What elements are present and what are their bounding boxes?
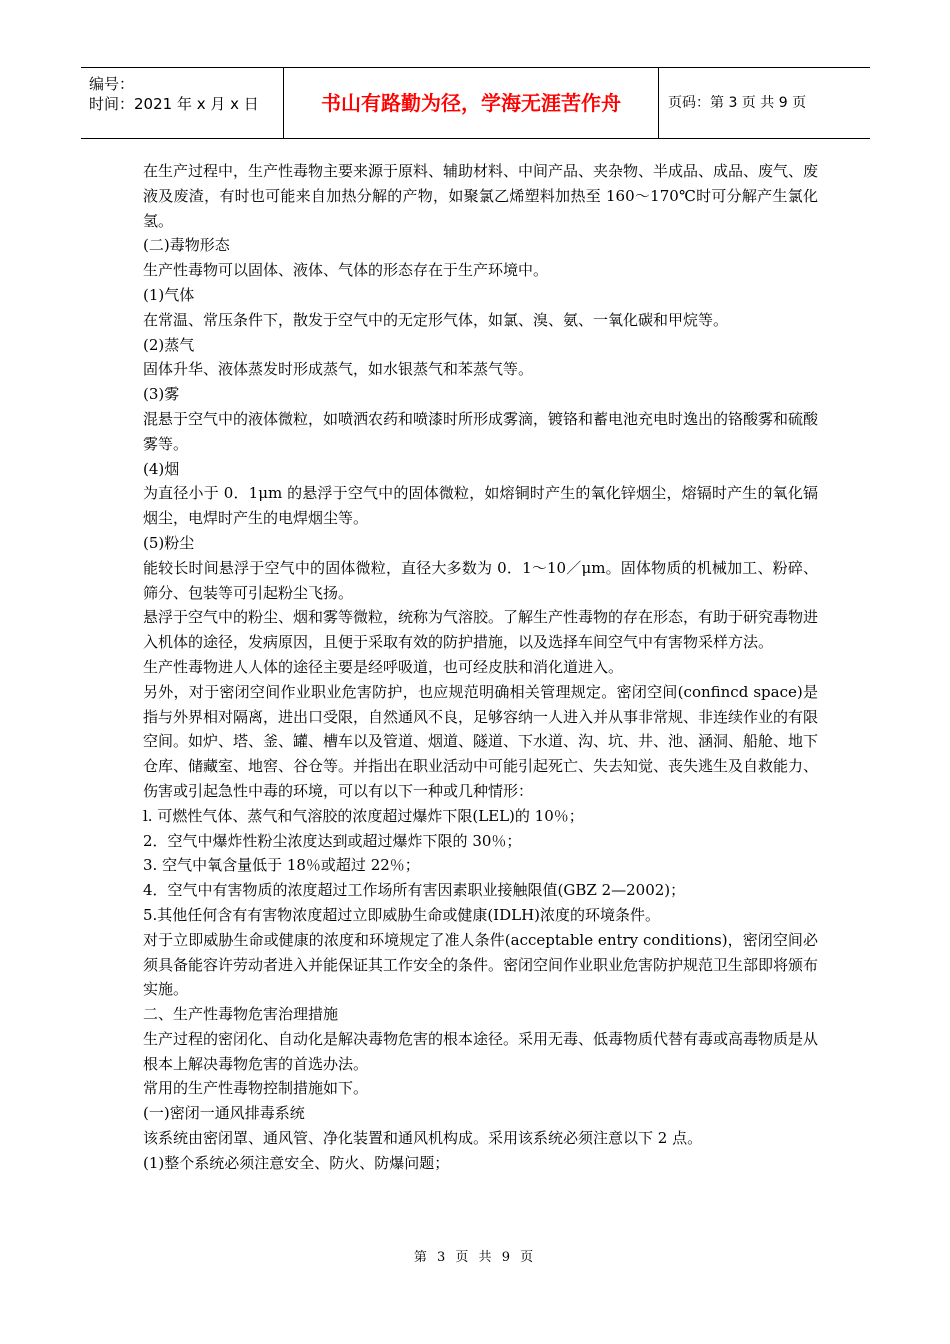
- paragraph: 生产性毒物可以固体、液体、气体的形态存在于生产环境中。: [143, 261, 549, 280]
- paragraph: 该系统由密闭罩、通风管、净化装置和通风机构成。采用该系统必须注意以下 2 点。: [143, 1129, 703, 1148]
- paragraph: 混悬于空气中的液体微粒，如喷洒农药和喷漆时所形成雾滴，镀铬和蓄电池充电时逸出的铬酸雾和硫酸雾等。: [143, 409, 819, 453]
- subsection-heading: (5)粉尘: [143, 533, 195, 552]
- header-meta: [81, 68, 283, 138]
- subsection-heading: (1)气体: [143, 285, 195, 304]
- subsection-heading: (一)密闭一通风排毒系统: [143, 1104, 305, 1123]
- subsection-heading: (2)蒸气: [143, 335, 195, 354]
- paragraph: 能较长时间悬浮于空气中的固体微粒，直径大多数为 0．1～10／μm。固体物质的机械加工、粉碎、筛分、包装等可引起粉尘飞扬。: [143, 558, 818, 602]
- list-item: 5.其他任何含有有害物浓度超过立即威胁生命或健康(IDLH)浓度的环境条件。: [143, 905, 661, 924]
- list-item: l. 可燃性气体、蒸气和气溶胶的浓度超过爆炸下限(LEL)的 10％；: [143, 806, 584, 825]
- paragraph: 另外，对于密闭空间作业职业危害防护，也应规范明确相关管理规定。密闭空间(confincd space)是指与外界相对隔离，进出口受限，自然通风不良，足够容纳一人进入并从事非常规、非连续作业的有限空间。如炉、塔、釜、罐、槽车以及管道、烟道、隧道、下水道、沟、坑、井、池、涵洞、船舱、地下仓库、储藏室、地窖、谷仓等。并指出在职业活动中可能引起死亡、失去知觉、丧失逃生及自救能力、伤害或引起急性中毒的环境，可以有以下一种或几种情形：: [143, 682, 819, 800]
- paragraph: 固体升华、液体蒸发时形成蒸气，如水银蒸气和苯蒸气等。: [143, 360, 534, 379]
- paragraph: 生产性毒物进人人体的途径主要是经呼吸道，也可经皮肤和消化道进入。: [143, 657, 624, 676]
- paragraph: 在生产过程中，生产性毒物主要来源于原料、辅助材料、中间产品、夹杂物、半成品、成品、废气、废液及废渣，有时也可能来自加热分解的产物，如聚氯乙烯塑料加热至 160～170℃时可分解产生氯化氢。: [143, 162, 819, 230]
- paragraph: 常用的生产性毒物控制措施如下。: [143, 1079, 369, 1098]
- section-heading: (二)毒物形态: [143, 236, 230, 255]
- paragraph: 在常温、常压条件下，散发于空气中的无定形气体，如氯、溴、氨、一氧化碳和甲烷等。: [143, 310, 729, 329]
- document-body: [143, 159, 818, 1176]
- page-footer: 第 3 页 共 9 页: [413, 1250, 537, 1265]
- header-motto: 书山有路勤为径，学海无涯苦作舟: [321, 91, 621, 115]
- list-item: 2．空气中爆炸性粉尘浓度达到或超过爆炸下限的 30％；: [143, 831, 522, 850]
- paragraph: 对于立即威胁生命或健康的浓度和环境规定了准人条件(acceptable entry conditions)，密闭空间必须具备能容许劳动者进入并能保证其工作安全的条件。密闭空间作业职业危害防护规范卫生部即将颁布实施。: [143, 930, 819, 999]
- paragraph: 生产过程的密闭化、自动化是解决毒物危害的根本途径。采用无毒、低毒物质代替有毒或高毒物质是从根本上解决毒物危害的首选办法。: [143, 1029, 819, 1073]
- subsection-heading: (4)烟: [143, 459, 180, 478]
- list-item: 4．空气中有害物质的浓度超过工作场所有害因素职业接触限值(GBZ 2—2002)；: [143, 881, 686, 900]
- paragraph: 为直径小于 0．1μm 的悬浮于空气中的固体微粒，如熔铜时产生的氧化锌烟尘，熔镉时产生的氧化镉烟尘，电焊时产生的电焊烟尘等。: [143, 484, 818, 528]
- list-item: (1)整个系统必须注意安全、防火、防爆问题；: [143, 1153, 450, 1172]
- section-heading: 二、生产性毒物危害治理措施: [143, 1005, 339, 1024]
- header-divider: [658, 68, 659, 138]
- header-page-number: 页码：第 3 页 共 9 页: [668, 95, 807, 111]
- paragraph: 悬浮于空气中的粉尘、烟和雾等微粒，统称为气溶胶。了解生产性毒物的存在形态，有助于研究毒物进入机体的途径，发病原因，且便于采取有效的防护措施，以及选择车间空气中有害物采样方法。: [143, 608, 819, 652]
- subsection-heading: (3)雾: [143, 385, 180, 404]
- document-number-label: 编号：: [89, 75, 135, 93]
- list-item: 3. 空气中氧含量低于 18％或超过 22％；: [143, 856, 420, 875]
- page-header: [81, 67, 870, 139]
- document-time-label: 时间：2021 年 x 月 x 日: [89, 95, 259, 113]
